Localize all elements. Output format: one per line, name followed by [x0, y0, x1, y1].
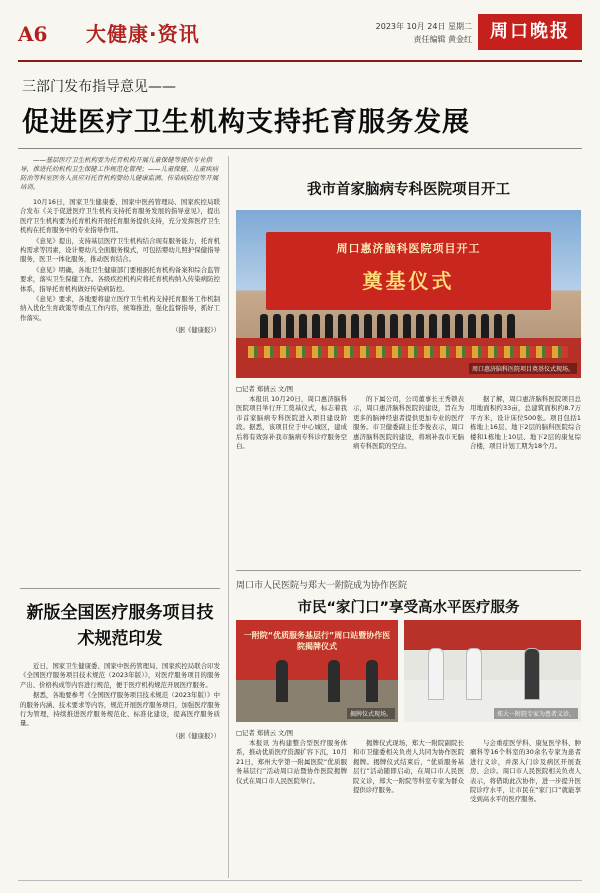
attendee-figure — [390, 314, 398, 338]
lead-intro: ——基层医疗卫生机构要为托育机构开展儿童保健等提供专业指导，推进托幼机构卫生保健工作规范化管理；——儿童保健、儿童疾病防治等科室医务人员应对托育机构婴幼儿健康监测、传染病防控等开展培训。 — [20, 156, 219, 191]
story1-col1: 本报讯 10月20日，周口惠济脑科医院项目举行开工奠基仪式，标志着我市首家脑病专科医院进入项目建设阶段。据悉，该项目位于中心城区，建成后将有效弥补我市脑病专科诊疗服务空白。 — [236, 395, 347, 451]
photo1-caption: 周口惠济脑科医院项目奠基仪式现场。 — [469, 363, 577, 374]
attendee-figure — [377, 314, 385, 338]
speaker-figure — [366, 660, 378, 702]
speaker-figure — [328, 660, 340, 702]
photo3-caption: 郑大一附院专家为患者义诊。 — [494, 708, 578, 719]
column-divider — [228, 156, 229, 878]
groundbreaking-photo — [236, 210, 581, 378]
headline-rule — [18, 148, 582, 149]
lead-article — [20, 156, 220, 334]
story2-col2: 揭牌仪式现场，郑大一附院副院长和市卫健委相关负责人共同为协作医院揭牌。揭牌仪式结束后，“优质服务基层行”活动随即启动，在周口市人民医院义诊，郑大一附院等科室专家为群众提供诊疗服务。 — [353, 739, 464, 795]
story1-body — [236, 384, 581, 451]
attendee-figure — [338, 314, 346, 338]
attendee-figure — [416, 314, 424, 338]
photo2-caption: 揭牌仪式现场。 — [347, 708, 395, 719]
doctor-figure — [428, 648, 444, 700]
speaker-figure — [276, 660, 288, 702]
attendee-figure — [507, 314, 515, 338]
issue-meta — [376, 20, 472, 46]
banner-main-text: 奠基仪式 — [362, 269, 455, 293]
second-source: （据《健康报》） — [172, 731, 220, 740]
story2-col1: 本报讯 为构建整合型医疗服务体系，推动优质医疗资源扩容下沉，10月21日，郑州大学第一附属医院“优质服务基层行”活动周口站暨协作医院揭牌仪式在周口市人民医院举行。 — [236, 739, 347, 785]
attendee-figure — [494, 314, 502, 338]
attendee-figure — [468, 314, 476, 338]
attendee-figure — [286, 314, 294, 338]
story1-title: 我市首家脑病专科医院项目开工 — [307, 182, 510, 198]
patient-figure — [524, 648, 540, 700]
flower-row — [248, 346, 568, 358]
story2-kicker: 周口市人民医院与郑大一附院成为协作医院 — [236, 581, 408, 591]
attendee-figure — [364, 314, 372, 338]
attendee-figure — [403, 314, 411, 338]
attendee-figure — [455, 314, 463, 338]
doctor-figure — [466, 648, 482, 700]
attendee-figure — [351, 314, 359, 338]
page-bottom-rule — [18, 880, 582, 881]
attendee-figure — [429, 314, 437, 338]
attendee-figure — [312, 314, 320, 338]
attendee-figure — [273, 314, 281, 338]
backdrop-text: 一附院“优质服务基层行”周口站暨协作医院揭牌仪式 — [243, 631, 391, 651]
attendee-figure — [481, 314, 489, 338]
unveiling-photo — [236, 620, 398, 722]
story1-byline: □记者 郑倩云 文/图 — [236, 385, 293, 393]
issue-editors: 责任编辑 黄金红 — [413, 35, 472, 44]
story2-title: 市民“家门口”享受高水平医疗服务 — [297, 600, 520, 616]
lead-source: （据《健康报》） — [172, 326, 220, 335]
attendee-figure — [325, 314, 333, 338]
lead-paragraph: 10月16日，国家卫生健康委、国家中医药管理局、国家疾控局联合发布《关于促进医疗卫生机构支持托育服务发展的指导意见》，提出医疗卫生机构要为托育机构开展托育服务提供支持，充分发挥医疗卫生机构在托育服务中的专业指导作用。 — [20, 198, 220, 235]
attendee-figure — [260, 314, 268, 338]
lead-kicker: 三部门发布指导意见—— — [22, 79, 176, 95]
attendee-figure — [299, 314, 307, 338]
story1-col2: 的下属公司，公司董事长王秀锁表示，周口惠济脑科医院的建设，旨在为更多的脑神经患者提供更加专业的医疗服务。市卫健委副主任李俊表示，周口惠济脑科医院的建设，将填补我市无脑病专科医院的空白。 — [353, 395, 464, 451]
masthead-rule — [18, 60, 582, 62]
second-paragraph: 近日，国家卫生健康委、国家中医药管理局、国家疾控局联合印发《全国医疗服务项目技术规范（2023年版）》，对医疗服务项目的服务产出、价格构成等内容进行规范，便于医疗机构规范开展医疗服务。 — [20, 662, 220, 689]
second-article — [20, 662, 220, 740]
ceremony-attendees — [260, 308, 560, 338]
story2-col3: 与会重症医学科、康复医学科、肿瘤科等16个科室的30余名专家为患者进行义诊，并深入门诊及病区开展查房、会诊。周口市人民医院相关负责人表示，将借助此次协作，进一步提升医院诊疗水平，让市民在“家门口”就能享受到高水平的医疗服务。 — [470, 739, 581, 804]
banner-title: 周口惠济脑科医院项目开工 — [336, 242, 481, 255]
section-title: 大健康·资讯 — [86, 22, 200, 46]
second-paragraph: 据悉，各地要参考《全国医疗服务项目技术规范（2023年版）》中的服务内涵、技术要求等内容，规范开展医疗服务项目，加强医疗服务行为管理，持续推进医疗服务规范化、标准化建设，提高医疗服务质量。 — [20, 691, 220, 728]
lead-paragraph: 《意见》提出，支持基层医疗卫生机构结合现有服务能力，托育机构需求等因素，设计婴幼儿全面服务模式，可包括婴幼儿照护保健指导服务，医卫一体化服务，推动医育结合。 — [20, 236, 220, 264]
clinic-tent — [404, 620, 581, 650]
story-divider — [236, 570, 581, 571]
newspaper-logo: 周口晚报 — [478, 14, 582, 50]
page-number: A6 — [18, 22, 48, 46]
story1-col3: 据了解，周口惠济脑科医院项目总用地面积约33亩，总建筑面积约8.7万平方米，设计床位500张。项目包括1栋地上16层、地下2层的脑科医院综合楼和1栋地上10层、地下2层的康复综合楼，项目计划工期为18个月。 — [470, 395, 581, 451]
lead-paragraph: 《意见》明确，各地卫生健康部门要根据托育机构备案和综合监管要求，落实卫生保健工作。各级疾控机构应将托育机构纳入传染病防控体系，指导托育机构做好传染病防控。 — [20, 265, 220, 293]
free-clinic-photo — [404, 620, 581, 722]
lead-headline: 促进医疗卫生机构支持托育服务发展 — [22, 107, 470, 138]
second-headline: 新版全国医疗服务项目技术规范印发 — [26, 603, 214, 649]
left-divider — [20, 588, 220, 589]
issue-date: 2023年 10月 24日 星期二 — [375, 22, 472, 31]
attendee-figure — [442, 314, 450, 338]
story2-byline: □记者 郑倩云 文/图 — [236, 729, 293, 737]
lead-paragraph: 《意见》要求，各地要将建立医疗卫生机构支持托育服务工作机制纳入优化生育政策等重点工作内容，统筹推进，强化监督指导，抓好工作落实。 — [20, 295, 220, 322]
story2-body — [236, 728, 581, 805]
